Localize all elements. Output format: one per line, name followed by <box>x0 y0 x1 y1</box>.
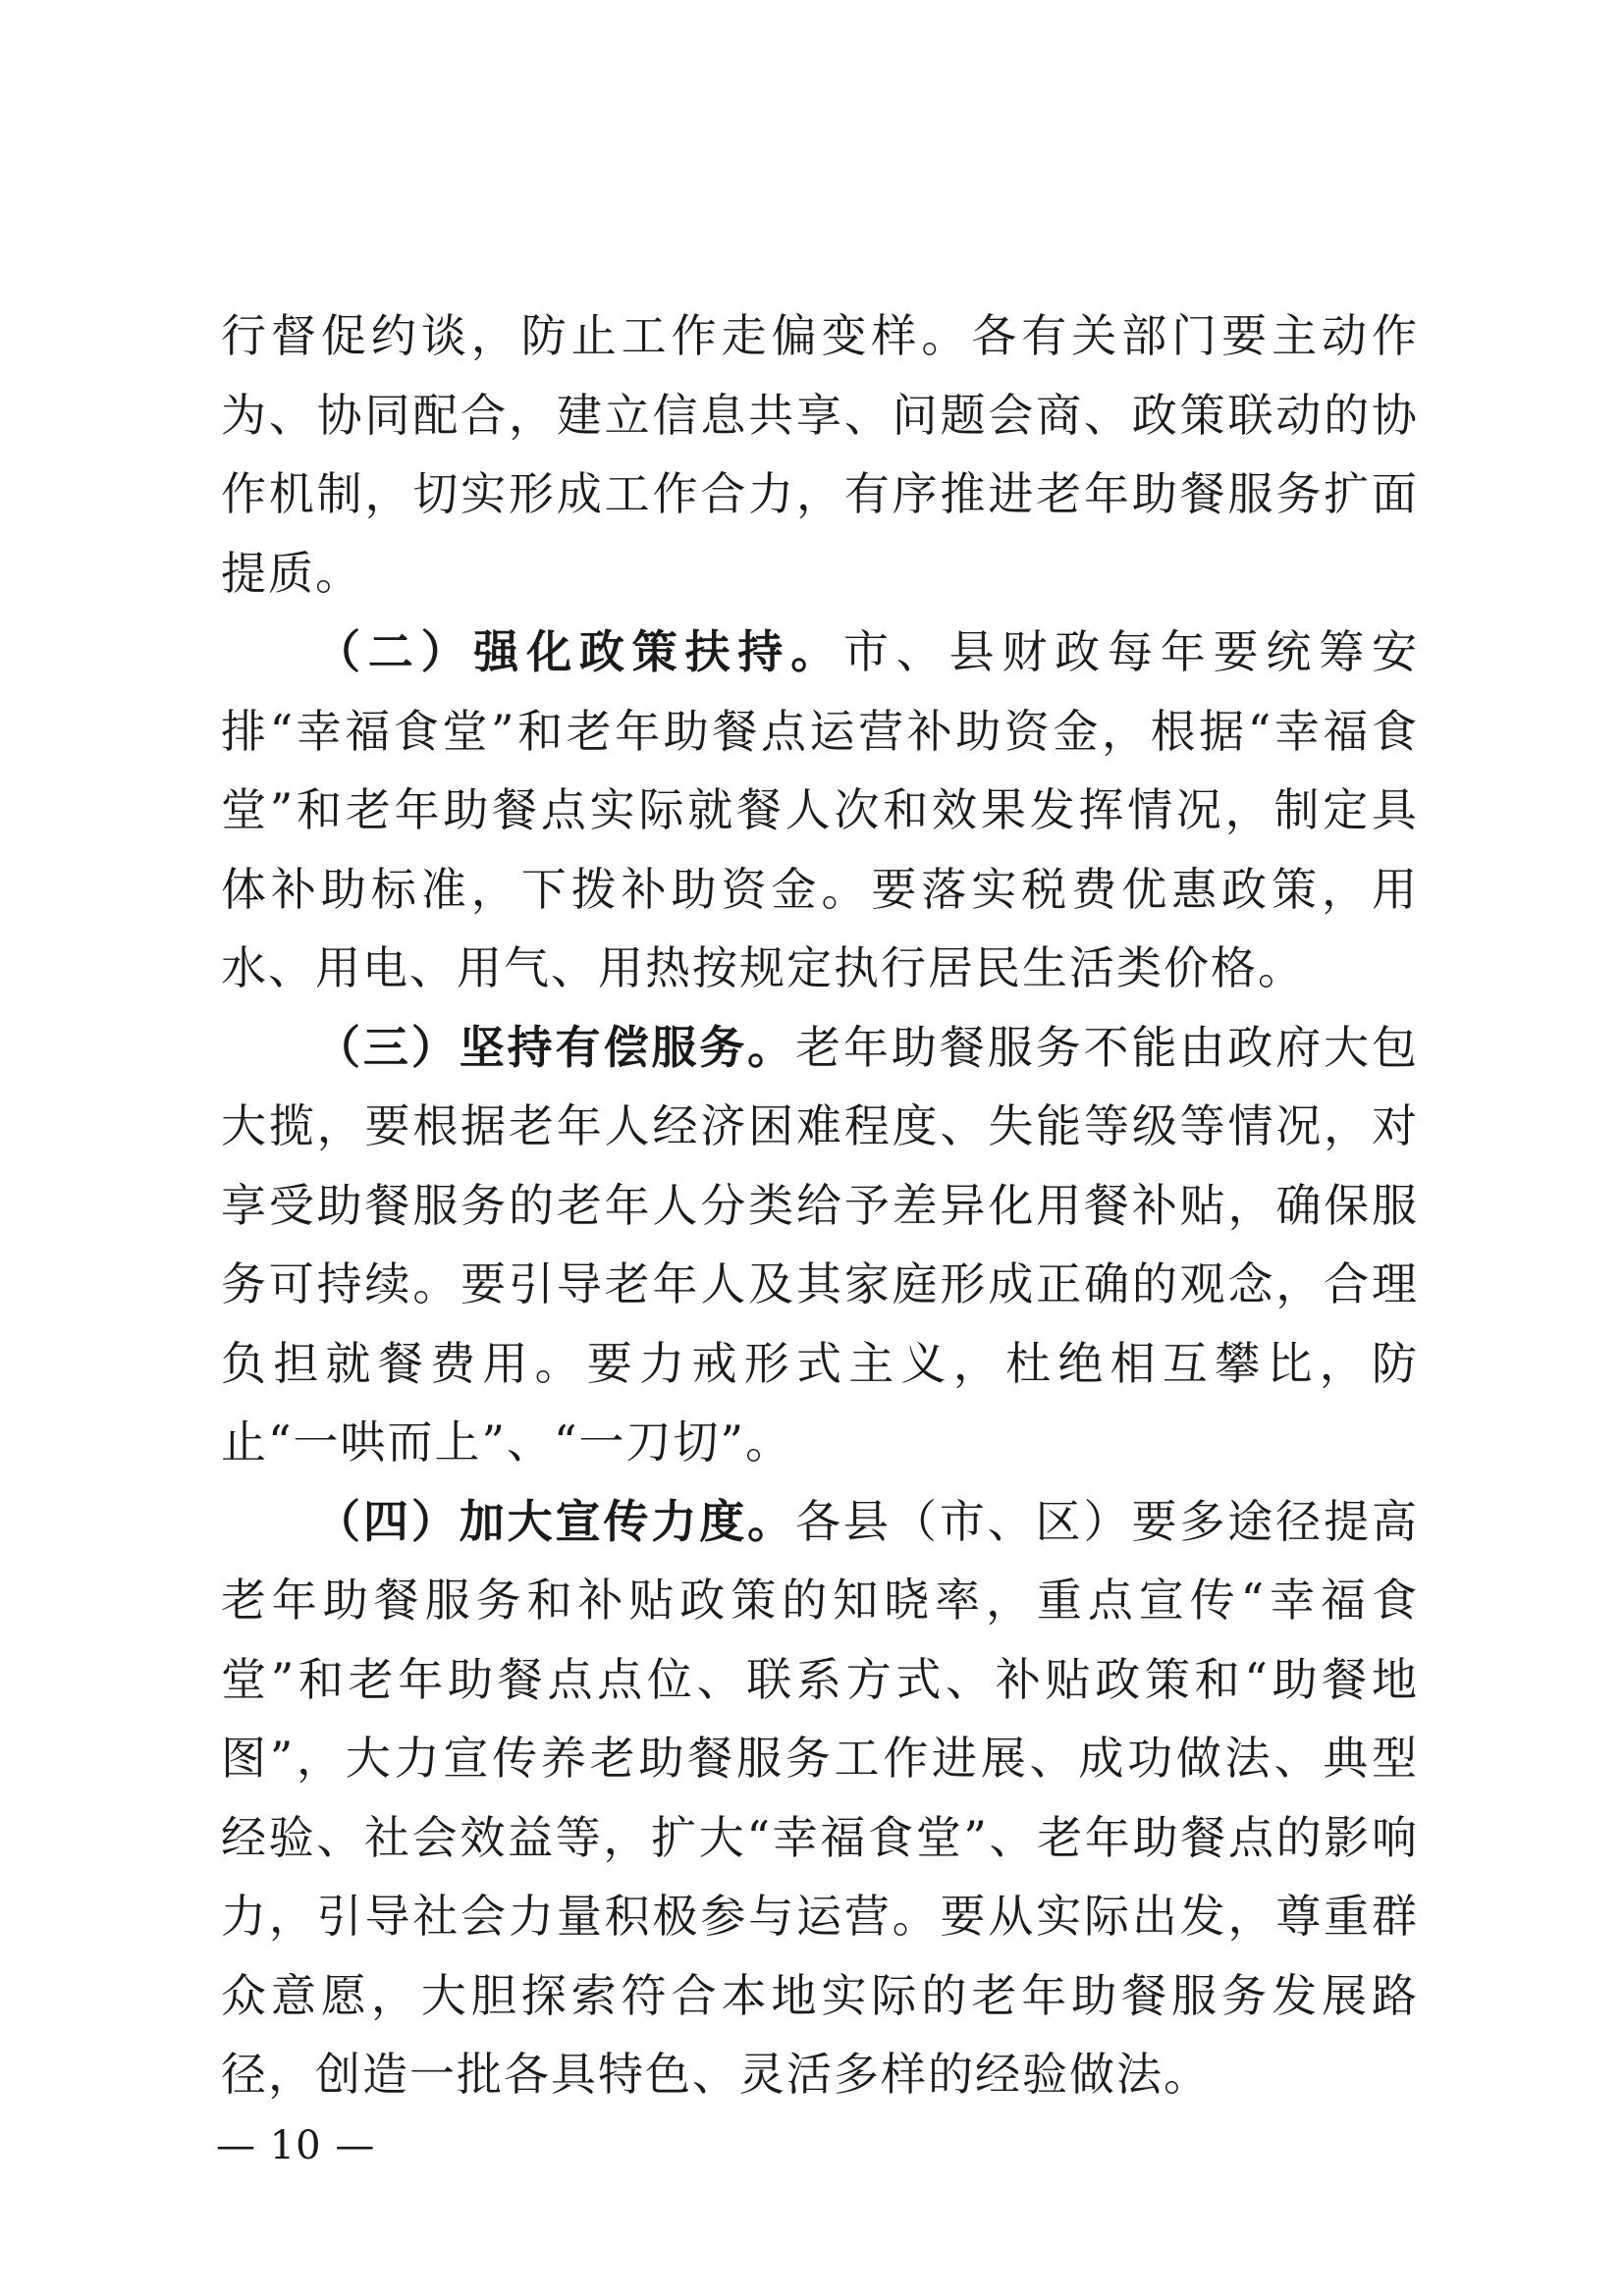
document-body <box>221 296 1419 2114</box>
paragraph-publicity <box>221 1482 1419 2114</box>
page-number: — 10 — <box>216 2123 376 2168</box>
section-heading: （二）强化政策扶持。 <box>315 625 843 678</box>
paragraph-continuation <box>221 296 1419 613</box>
paragraph-policy-support <box>221 613 1419 1008</box>
paragraph-text: 各县（市、区）要多途径提高老年助餐服务和补贴政策的知晓率，重点宣传“幸福食堂”和老年助餐点点位、联系方式、补贴政策和“助餐地图”，大力宣传养老助餐服务工作进展、成功做法、典型经验、社会效益等，扩大“幸福食堂”、老年助餐点的影响力，引导社会力量积极参与运营。要从实际出发，尊重群众意愿，大胆探索符合本地实际的老年助餐服务发展路径，创造一批各具特色、灵活多样的经验做法。 <box>221 1494 1420 2101</box>
section-heading: （三）坚持有偿服务。 <box>315 1020 796 1074</box>
paragraph-text: 市、县财政每年要统筹安排“幸福食堂”和老年助餐点运营补助资金，根据“幸福食堂”和老年助餐点实际就餐人次和效果发挥情况，制定具体补助标准，下拨补助资金。要落实税费优惠政策，用水、用电、用气、用热按规定执行居民生活类价格。 <box>221 625 1420 994</box>
section-heading: （四）加大宣传力度。 <box>315 1494 796 1548</box>
paragraph-paid-service <box>221 1008 1419 1482</box>
paragraph-text: 行督促约谈，防止工作走偏变样。各有关部门要主动作为、协同配合，建立信息共享、问题会商、政策联动的协作机制，切实形成工作合力，有序推进老年助餐服务扩面提质。 <box>221 309 1419 600</box>
paragraph-text: 老年助餐服务不能由政府大包大揽，要根据老年人经济困难程度、失能等级等情况，对享受助餐服务的老年人分类给予差异化用餐补贴，确保服务可持续。要引导老年人及其家庭形成正确的观念，合理负担就餐费用。要力戒形式主义，杜绝相互攀比，防止“一哄而上”、“一刀切”。 <box>221 1020 1420 1468</box>
